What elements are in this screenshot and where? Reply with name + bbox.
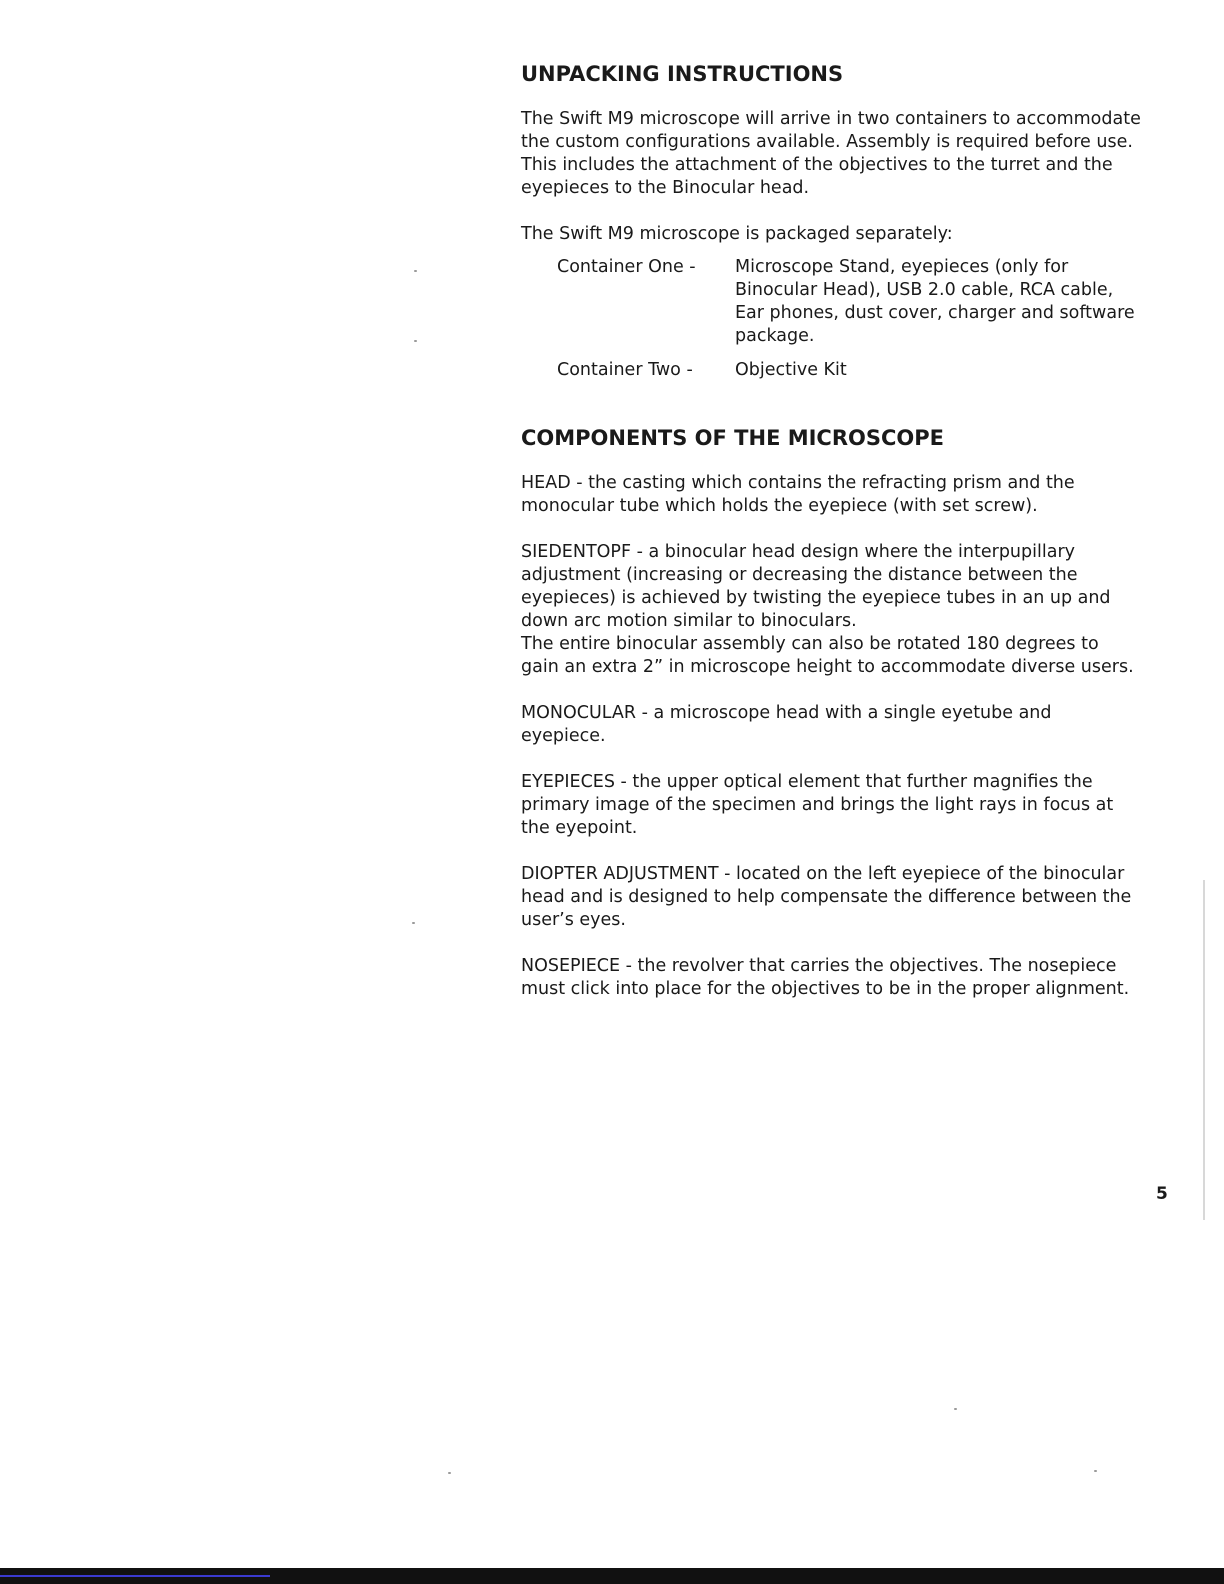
- packaged-separately-line: The Swift M9 microscope is packaged separately:: [521, 224, 953, 244]
- scan-speck: [954, 1408, 957, 1410]
- container-row: [557, 359, 1141, 382]
- page-content: [521, 58, 1141, 1024]
- components-heading: COMPONENTS OF THE MICROSCOPE: [521, 426, 944, 450]
- unpacking-instructions-heading: UNPACKING INSTRUCTIONS: [521, 62, 844, 86]
- head-paragraph: HEAD - the casting which contains the refracting prism and the monocular tube which holds the eyepiece (with set screw).: [521, 473, 1075, 516]
- scan-speck: [414, 340, 417, 342]
- scan-speck: [448, 1472, 451, 1474]
- container-description: Microscope Stand, eyepieces (only for Binocular Head), USB 2.0 cable, RCA cable, Ear phones, dust cover, charger and software package.: [735, 257, 1135, 346]
- scan-speck: [1094, 1470, 1097, 1472]
- unpacking-intro-paragraph: The Swift M9 microscope will arrive in two containers to accommodate the custom configurations available. Assembly is required before use. This includes the attachment of the objectives to the turret and the eyepieces to the Binocular head.: [521, 109, 1141, 198]
- scan-edge-shadow: [1203, 880, 1205, 1220]
- monocular-paragraph: MONOCULAR - a microscope head with a single eyetube and eyepiece.: [521, 703, 1052, 746]
- container-list: [557, 256, 1141, 382]
- container-row: [557, 256, 1141, 348]
- scan-bottom-stripe: [0, 1575, 270, 1577]
- eyepieces-paragraph: EYEPIECES - the upper optical element that further magnifies the primary image of the specimen and brings the light rays in focus at the eyepoint.: [521, 772, 1114, 838]
- siedentopf-rotation-paragraph: The entire binocular assembly can also be rotated 180 degrees to gain an extra 2” in microscope height to accommodate diverse users.: [521, 634, 1134, 677]
- diopter-paragraph: DIOPTER ADJUSTMENT - located on the left eyepiece of the binocular head and is designed to help compensate the difference between the user’s eyes.: [521, 864, 1132, 930]
- container-label: Container One -: [557, 257, 696, 277]
- container-description: Objective Kit: [735, 360, 847, 380]
- siedentopf-paragraph: SIEDENTOPF - a binocular head design where the interpupillary adjustment (increasing or decreasing the distance between the eyepieces) is achieved by twisting the eyepiece tubes in an up and down arc motion similar to binoculars.: [521, 542, 1111, 631]
- nosepiece-paragraph: NOSEPIECE - the revolver that carries the objectives. The nosepiece must click into place for the objectives to be in the proper alignment.: [521, 956, 1130, 999]
- container-label: Container Two -: [557, 360, 693, 380]
- scan-speck: [412, 922, 415, 924]
- scan-speck: [414, 270, 417, 272]
- page-number: 5: [1156, 1184, 1168, 1204]
